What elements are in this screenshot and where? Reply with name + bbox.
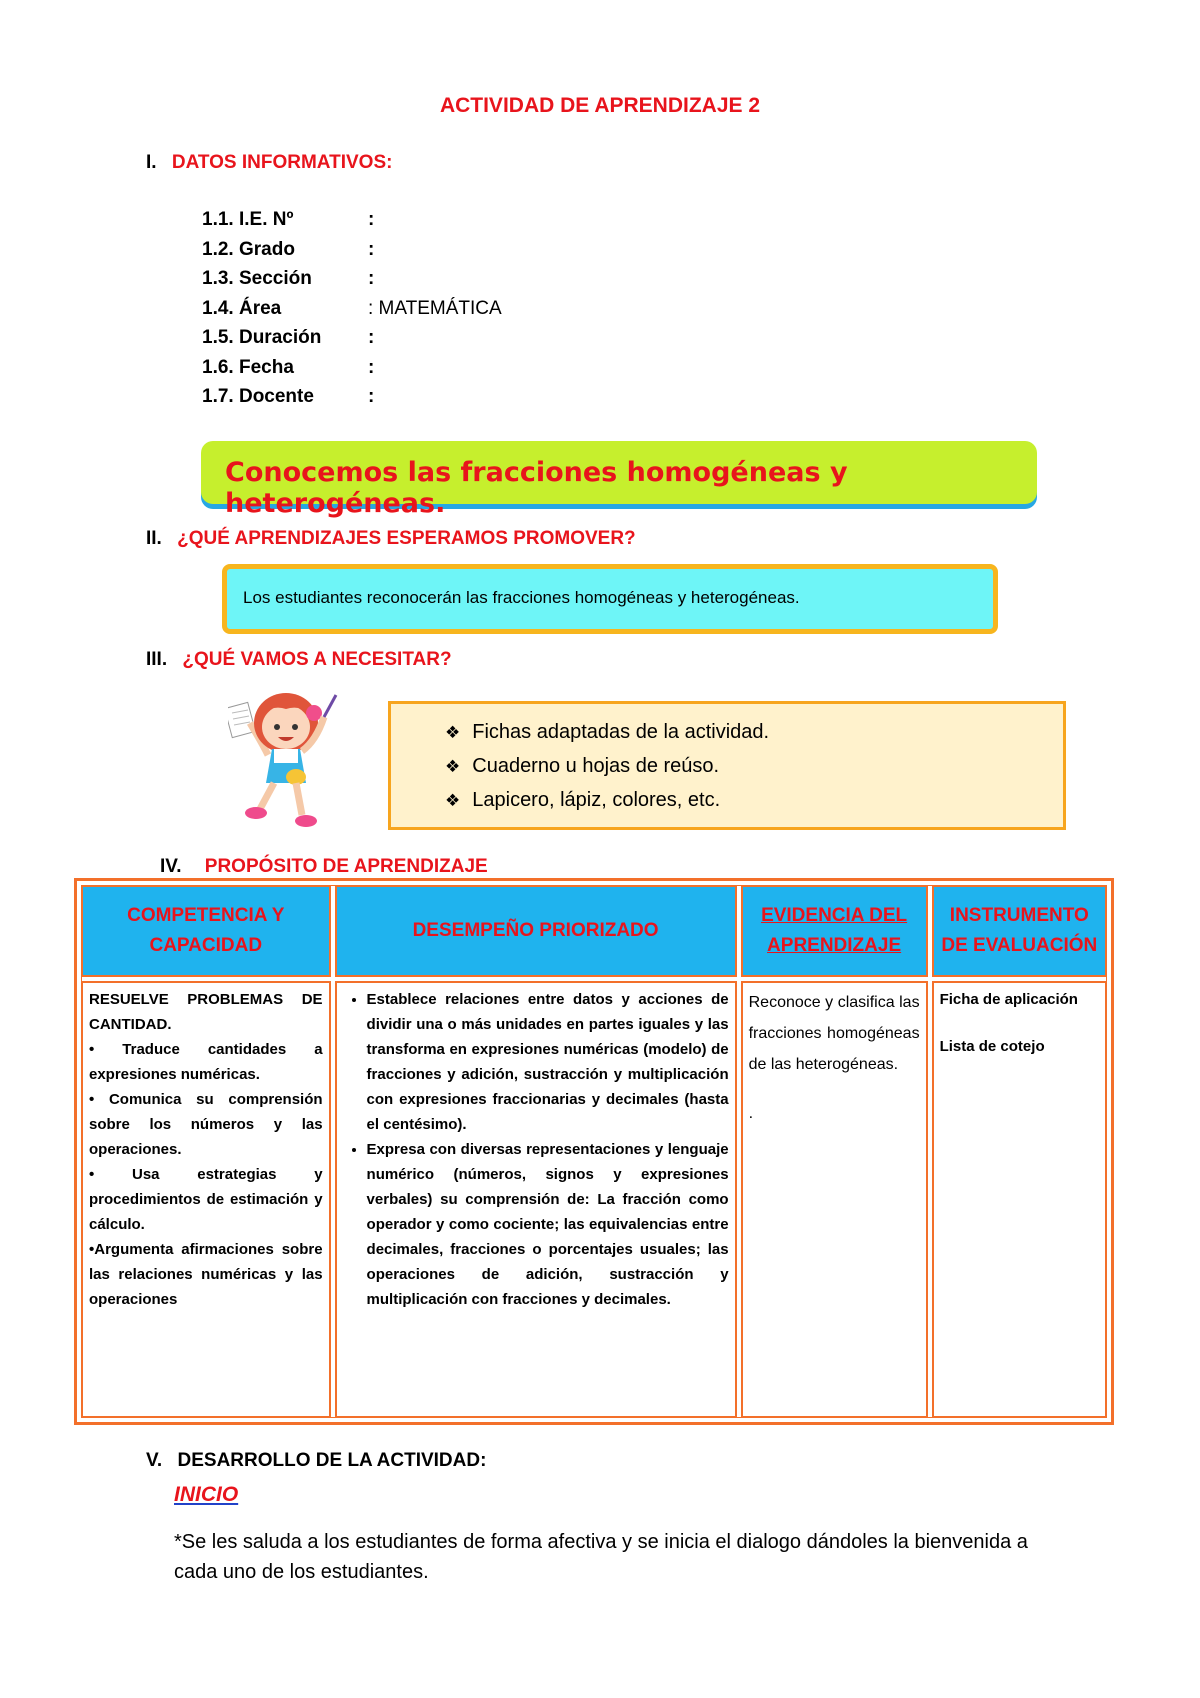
materials-box	[388, 701, 1066, 830]
table-header-row	[81, 885, 1107, 977]
header-competencia: COMPETENCIA Y CAPACIDAD	[81, 885, 331, 977]
section-number: III.	[146, 649, 168, 670]
competencia-item: • Usa estrategias y procedimientos de estimación y cálculo.	[89, 1166, 323, 1233]
desempeno-item: • Expresa con diversas representaciones y lenguaje numérico (números, signos y expresiones verbales) su comprensión de: La fracción como operador y como cociente; las equivalencias entre decimales, fracciones o porcentajes usuales; las operaciones de adición, sustracción y multiplicación con fracciones y decimales.	[367, 1137, 729, 1312]
datos-value: :	[368, 386, 375, 407]
materials-item-text: Lapicero, lápiz, colores, etc.	[472, 789, 721, 811]
datos-row	[202, 327, 374, 353]
diamond-bullet-icon: ❖	[445, 757, 461, 776]
materials-item	[445, 718, 1063, 752]
header-desempeno: DESEMPEÑO PRIORIZADO	[335, 885, 737, 977]
table-row	[81, 981, 1107, 1418]
competencia-item: • Traduce cantidades a expresiones numéricas.	[89, 1041, 323, 1083]
header-evidencia	[741, 885, 928, 977]
datos-row	[202, 386, 374, 412]
section-number: II.	[146, 528, 162, 549]
instrumento-item: Ficha de aplicación	[939, 991, 1078, 1008]
datos-value: : MATEMÁTICA	[368, 297, 502, 319]
instrumento-cell	[932, 981, 1107, 1418]
purpose-table	[74, 878, 1114, 1425]
desempeno-item: • Establece relaciones entre datos y acciones de dividir una o más unidades en partes iguales y las transforma en expresiones numéricas (modelo) de fracciones y adición, sustracción y multiplicación con expresiones fraccionarias y decimales (hasta el centésimo).	[367, 987, 729, 1137]
competencia-title: RESUELVE PROBLEMAS DE CANTIDAD.	[89, 991, 323, 1033]
document-title: ACTIVIDAD DE APRENDIZAJE 2	[439, 94, 761, 117]
inicio-heading: INICIO	[174, 1483, 239, 1506]
header-instrumento: INSTRUMENTO DE EVALUACIÓN	[932, 885, 1107, 977]
competencia-cell	[81, 981, 331, 1418]
datos-row	[202, 209, 374, 235]
section-datos-heading	[146, 152, 392, 174]
materials-item-text: Fichas adaptadas de la actividad.	[472, 721, 770, 743]
datos-row	[202, 298, 502, 324]
section-title: DESARROLLO DE LA ACTIVIDAD:	[177, 1450, 487, 1471]
topic-banner-text: Conocemos las fracciones homogéneas y heterogéneas.	[225, 457, 848, 519]
section-title: DATOS INFORMATIVOS:	[171, 152, 393, 173]
competencia-item: •Argumenta afirmaciones sobre las relaciones numéricas y las operaciones	[89, 1241, 323, 1308]
instrumento-item: Lista de cotejo	[939, 1038, 1045, 1055]
materials-list	[391, 704, 1063, 820]
datos-label: 1.5. Duración	[202, 327, 322, 348]
datos-label: 1.6. Fecha	[202, 356, 294, 378]
diamond-bullet-icon: ❖	[445, 723, 461, 742]
materials-item-text: Cuaderno u hojas de reúso.	[472, 755, 720, 777]
section-number: V.	[146, 1450, 163, 1471]
purpose-text: Los estudiantes reconocerán las fracciones homogéneas y heterogéneas.	[243, 588, 800, 607]
topic-banner	[201, 441, 1037, 519]
materials-item	[445, 786, 1063, 820]
datos-value: :	[368, 356, 375, 378]
datos-label: 1.3. Sección	[202, 268, 312, 289]
datos-value: :	[368, 209, 375, 230]
datos-row	[202, 239, 374, 265]
evidencia-cell	[741, 981, 928, 1418]
section-aprendizajes-heading	[146, 528, 636, 550]
datos-row	[202, 268, 374, 294]
datos-label: 1.7. Docente	[202, 386, 314, 407]
datos-label: 1.2. Grado	[202, 238, 295, 260]
evidencia-text: Reconoce y clasifica las fracciones homogéneas de las heterogéneas.	[748, 994, 920, 1073]
datos-value: :	[368, 268, 375, 289]
desempeno-cell	[335, 981, 737, 1418]
datos-label: 1.4. Área	[202, 297, 282, 319]
datos-value: :	[368, 238, 375, 260]
materials-item	[445, 752, 1063, 786]
datos-row	[202, 357, 374, 383]
section-title: PROPÓSITO DE APRENDIZAJE	[204, 856, 488, 877]
evidencia-extra: .	[748, 1105, 754, 1122]
section-number: IV.	[160, 856, 182, 877]
section-title: ¿QUÉ APRENDIZAJES ESPERAMOS PROMOVER?	[177, 528, 636, 549]
purpose-box	[222, 564, 998, 634]
datos-value: :	[368, 327, 375, 348]
inicio-paragraph: *Se les saluda a los estudiantes de forma afectiva y se inicia el dialogo dándoles la bienvenida a cada uno de los estudiantes.	[174, 1531, 1028, 1583]
section-desarrollo-heading	[146, 1450, 486, 1472]
section-necesitar-heading	[146, 649, 452, 671]
desempeno-list	[343, 987, 729, 1312]
section-proposito-heading	[160, 856, 488, 878]
header-evidencia-text: EVIDENCIA DEL APRENDIZAJE	[761, 905, 908, 956]
section-title: ¿QUÉ VAMOS A NECESITAR?	[182, 649, 452, 670]
competencia-item: • Comunica su comprensión sobre los números y las operaciones.	[89, 1091, 323, 1158]
girl-illustration	[228, 683, 346, 833]
datos-label: 1.1. I.E. Nº	[202, 209, 294, 230]
diamond-bullet-icon: ❖	[445, 791, 461, 810]
section-number: I.	[146, 152, 157, 173]
